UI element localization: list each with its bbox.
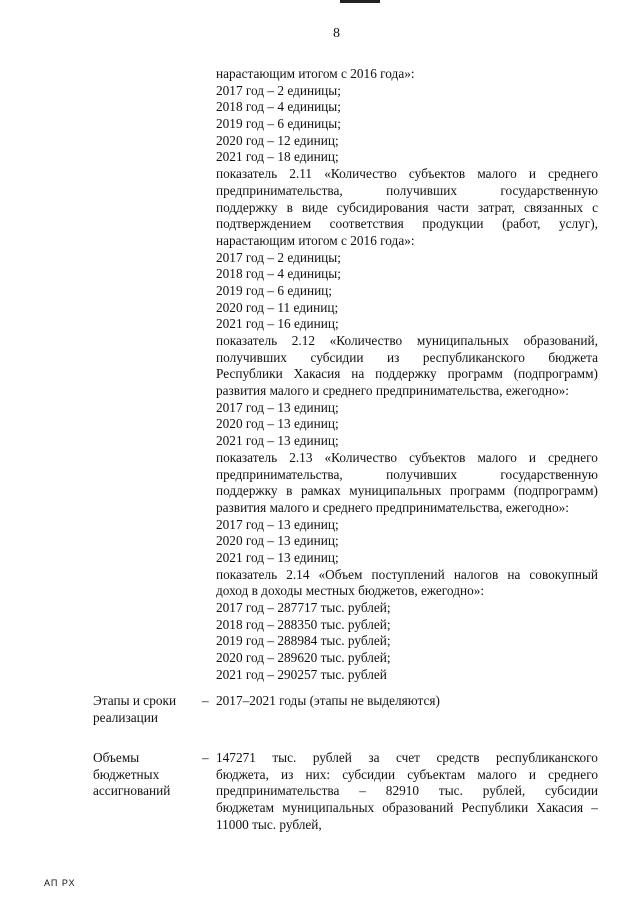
word: подтверждением [216,216,312,232]
text-line [216,483,598,500]
text-line: 2018 год – 4 единицы; [216,266,341,282]
text-line [216,183,598,200]
word: соответствия [329,216,404,232]
word: и [528,766,537,782]
word: 147271 [216,750,256,765]
word: продукции [422,216,484,232]
word: рамках [300,483,341,499]
word: предпринимательства, [216,466,343,482]
text-line: 2020 год – 12 единиц; [216,132,339,148]
word: получивших [386,182,458,198]
word: бюджета, [216,766,269,782]
word: государственную [500,466,598,482]
stages-label [93,693,203,726]
text-line [216,216,598,233]
word: субсидирования [336,199,429,215]
text-line: 2019 год – 6 единиц; [216,282,332,298]
word: поступлений [371,566,445,582]
text-line: доход в доходы местных бюджетов, ежегодно»: [216,583,485,599]
budget-value-line [216,783,598,800]
text-line: 2020 год – 13 единиц; [216,533,339,549]
word: республиканского [495,750,598,765]
word: счет [395,750,420,765]
word: получивших [216,349,287,365]
text-line: развития малого и среднего предпринимательства, ежегодно»: [216,383,569,399]
text-line: 2017 год – 13 единиц; [216,516,339,532]
word: предпринимательства, [216,182,343,198]
word: бюджета [548,349,598,365]
word: показатель [216,449,278,465]
word: затрат, [477,199,515,215]
word: 2.12 [291,333,316,348]
text-line: нарастающим итогом с 2016 года»: [216,232,415,248]
word: (подпрограмм) [513,483,598,499]
text-line: 2017 год – 13 единиц; [216,399,339,415]
page-number: 8 [333,26,340,41]
budget-value-line [216,767,598,784]
word: Хакасия [293,366,341,382]
budget-value-line [216,800,598,817]
text-line: 2021 год – 18 единиц; [216,149,339,165]
word: «Количество [324,166,397,182]
word: образований, [523,333,598,348]
word: малого [477,449,517,465]
text-line [216,350,598,367]
word: 2.14 [286,566,310,582]
word: – [359,783,366,799]
word: из [281,766,294,782]
word: субсидии [342,766,396,782]
text-line: 2020 год – 11 единиц; [216,299,339,315]
word: – [591,800,598,816]
text-line: 2019 год – 288984 тыс. рублей; [216,633,391,649]
word: услуг), [558,216,598,232]
word: бюджетам [216,800,274,816]
word: предпринимательства [216,783,340,799]
text-line: 2018 год – 288350 тыс. рублей; [216,616,391,632]
text-line [216,450,598,467]
word: «Объем [318,566,363,582]
text-line [216,166,598,183]
word: среднего [548,449,598,465]
word: в [286,483,293,499]
word: рублей, [482,783,526,799]
word: средств [436,750,480,765]
word: республиканского [422,349,525,365]
text-line [216,200,598,217]
text-line: 2020 год – 289620 тыс. рублей; [216,650,391,666]
word: виде [301,199,328,215]
word: муниципальных [282,800,375,816]
word: связанных [523,199,584,215]
footer-mark: АП РХ [44,878,76,888]
word: на [507,566,521,582]
word: с [592,199,598,215]
text-line: 2019 год – 6 единицы; [216,116,341,132]
word: показатель [216,333,278,348]
word: муниципальных [416,333,509,348]
budget-value-line [216,750,598,767]
word: части [437,199,469,215]
word: субъектов [408,166,466,182]
row-label-line: Этапы и сроки [93,693,177,708]
text-line: 2020 год – 13 единиц; [216,416,339,432]
top-edge-mark [340,0,380,3]
text-line [216,467,598,484]
text-line: 2021 год – 290257 тыс. рублей [216,666,387,682]
text-line: 2017 год – 2 единицы; [216,82,341,98]
word: субсидии [310,349,364,365]
word: показатель [216,166,278,182]
word: рублей [312,750,352,765]
word: малого [477,166,517,182]
word: субсидии [545,783,598,799]
word: поддержку [216,483,278,499]
word: 82910 [385,783,420,799]
word: «Количество [324,449,398,465]
word: из [387,349,400,365]
word: Хакасия [536,800,584,816]
word: показатель [216,566,278,582]
word: муниципальных [349,483,442,499]
word: за [368,750,380,765]
budget-value-line: 11000 тыс. рублей, [216,816,322,832]
budget-dash: – [202,750,209,765]
word: 2.13 [289,449,313,465]
text-line: 2021 год – 16 единиц; [216,316,339,332]
text-line [216,567,598,584]
word: и [528,449,537,465]
text-line: 2017 год – 287717 тыс. рублей; [216,600,391,615]
stages-value-line: 2017–2021 годы (этапы не выделяются) [216,693,440,708]
word: на [351,366,365,382]
text-line: 2018 год – 4 единицы; [216,99,341,115]
text-line: 2021 год – 13 единиц; [216,549,339,565]
word: субъектов [409,449,466,465]
text-line [216,333,598,350]
word: тыс. [272,750,297,765]
word: в [286,199,293,215]
word: государственную [500,182,598,198]
word: «Количество [329,333,403,348]
word: Республики [216,366,283,382]
row-label-line: Объемы [93,750,140,765]
budget-label [93,750,203,800]
word: налогов [453,566,499,582]
word: образований [382,800,454,816]
word: 2.11 [289,166,313,182]
text-line [216,366,598,383]
word: программ [449,483,506,499]
word: среднего [548,766,598,782]
budget-value [216,750,598,833]
text-line: нарастающим итогом с 2016 года»: [216,66,415,81]
text-line: развития малого и среднего предпринимательства, ежегодно»: [216,499,569,515]
text-line: 2017 год – 2 единицы; [216,249,341,265]
word: поддержку [216,199,278,215]
word: (работ, [502,216,541,232]
row-label-line: реализации [93,709,158,725]
stages-dash: – [202,693,209,708]
word: тыс. [438,783,463,799]
word: совокупный [529,566,598,582]
stages-value [216,693,598,710]
word: них: [305,766,331,782]
row-label-line: бюджетных [93,766,160,782]
word: и [528,166,536,182]
word: поддержку [375,366,437,382]
word: среднего [548,166,598,182]
word: программ [447,366,503,382]
text-line: 2021 год – 13 единиц; [216,433,339,449]
word: субъектам [407,766,466,782]
word: (подпрограмм) [513,366,598,382]
word: малого [477,766,517,782]
indicators-text-block [216,66,598,683]
word: получивших [386,466,458,482]
word: Республики [461,800,529,816]
row-label-line: ассигнований [93,783,171,799]
